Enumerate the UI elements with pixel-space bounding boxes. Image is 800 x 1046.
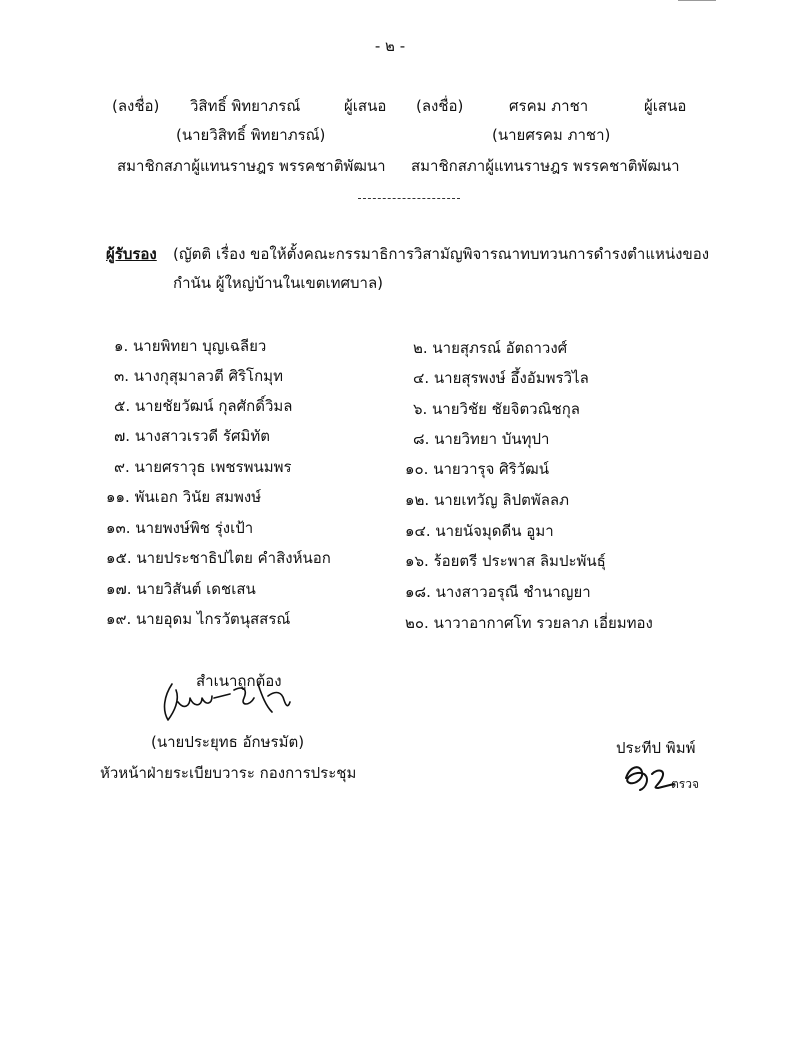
typist-name: ประทีป พิมพ์: [616, 739, 696, 757]
endorser-left-item: ๕. นายชัยวัฒน์ กุลศักดิ์วิมล: [114, 397, 293, 415]
endorser-right-item: ๔. นายสุรพงษ์ อึ้งอัมพรวิไล: [413, 369, 589, 387]
endorser-right-item: ๒. นายสุภรณ์ อัตถาวงศ์: [413, 339, 568, 357]
motion-title-line-1: (ญัตติ เรื่อง ขอให้ตั้งคณะกรรมาธิการวิสามัญพิจารณาทบทวนการดำรงตำแหน่งของ: [173, 245, 710, 263]
motion-title-line-2: กำนัน ผู้ใหญ่บ้านในเขตเทศบาล): [173, 274, 383, 292]
certifier-signature: [150, 676, 300, 726]
endorser-left-item: ๑๓. นายพงษ์พิช รุ่งเป้า: [106, 519, 254, 537]
endorser-right-item: ๑๐. นายวารุจ ศิริวัฒน์: [405, 460, 549, 478]
endorser-left-item: ๗. นางสาวเรวดี รัศมิทัต: [114, 427, 271, 445]
endorser-right-item: ๑๒. นายเทวัญ ลิปตพัลลภ: [405, 491, 570, 509]
endorser-right-item: ๒๐. นาวาอากาศโท รวยลาภ เอี่ยมทอง: [405, 614, 653, 632]
endorser-right-item: ๖. นายวิชัย ชัยจิตวณิชกุล: [413, 400, 580, 418]
endorser-right-item: ๑๖. ร้อยตรี ประพาส ลิมปะพันธุ์: [405, 552, 606, 570]
proposer-1-position: สมาชิกสภาผู้แทนราษฎร พรรคชาติพัฒนา: [117, 157, 386, 175]
endorser-left-item: ๙. นายศราวุธ เพชรพนมพร: [114, 458, 292, 476]
proposer-1-sign-prefix: (ลงชื่อ): [112, 97, 160, 115]
endorser-left-item: ๑๗. นายวิสันต์ เดชเสน: [106, 580, 256, 598]
proposer-2-sign-prefix: (ลงชื่อ): [416, 97, 464, 115]
proposer-1-signature: วิสิทธิ์ พิทยาภรณ์: [190, 97, 301, 115]
proposer-2-full-name: (นายศรคม ภาชา): [492, 126, 611, 144]
endorser-left-item: ๑. นายพิทยา บุญเฉลียว: [114, 337, 267, 355]
endorser-right-item: ๘. นายวิทยา บันทุปา: [413, 430, 550, 448]
proposer-2-position: สมาชิกสภาผู้แทนราษฎร พรรคชาติพัฒนา: [411, 157, 680, 175]
certifier-position: หัวหน้าฝ่ายระเบียบวาระ กองการประชุม: [100, 764, 357, 782]
endorser-left-item: ๑๑. พันเอก วินัย สมพงษ์: [106, 488, 262, 506]
proposer-1-full-name: (นายวิสิทธิ์ พิทยาภรณ์): [176, 126, 326, 144]
endorser-left-item: ๑๙. นายอุดม ไกรวัตนุสสรณ์: [106, 610, 291, 628]
certified-copy-label: สำเนาถูกต้อง: [196, 672, 282, 690]
proposer-2-signature: ศรคม ภาชา: [509, 97, 589, 115]
endorser-right-item: ๑๘. นางสาวอรุณี ชำนาญยา: [405, 583, 591, 601]
separator-dashes: [358, 198, 460, 199]
certifier-name: (นายประยุทธ อักษรมัต): [151, 733, 305, 751]
page-number: - ๒ -: [374, 37, 406, 55]
top-edge-line: [678, 0, 716, 1]
checked-label: ตรวจ: [671, 777, 700, 791]
proposer-1-role: ผู้เสนอ: [344, 97, 387, 115]
endorser-left-item: ๑๕. นายประชาธิปไตย คำสิงห์นอก: [106, 549, 331, 567]
endorser-left-item: ๓. นางกุสุมาลวตี ศิริโกมุท: [114, 367, 283, 385]
proposer-2-role: ผู้เสนอ: [644, 97, 687, 115]
endorsers-heading: ผู้รับรอง: [106, 245, 157, 263]
endorser-right-item: ๑๔. นายนัจมุดดีน อูมา: [405, 522, 554, 540]
